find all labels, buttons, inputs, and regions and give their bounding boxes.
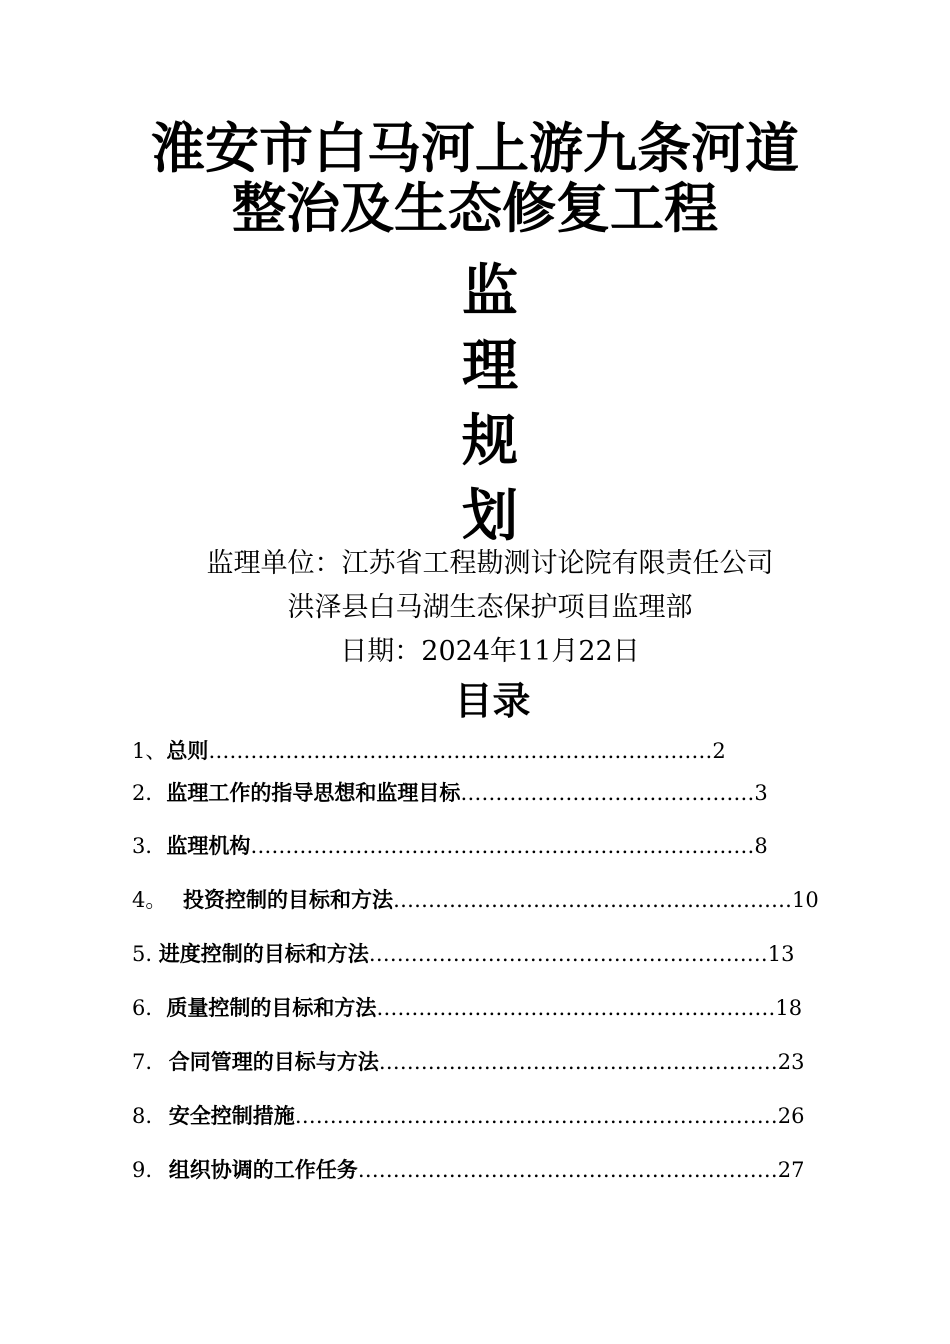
toc-item-label: 监理工作的指导思想和监理目标 [166,780,461,805]
toc-item-label: 组织协调的工作任务 [168,1157,358,1182]
toc-item-page: 13 [767,942,795,966]
toc-item-number: 8. [132,1104,159,1128]
document-type-heading [0,254,950,554]
toc-item-page: 27 [777,1158,805,1182]
supervision-unit: 监理单位：江苏省工程勘测讨论院有限责任公司 [206,548,774,579]
toc-item-number: 5. [132,942,159,966]
toc-item-label: 总则 [166,738,209,763]
heading-char-1: 监 [462,258,518,324]
toc-item-label: 投资控制的目标和方法 [183,887,394,912]
toc-item-number: 3． [132,834,167,858]
supervision-department: 洪泽县白马湖生态保护项目监理部 [287,592,693,623]
title-line-2: 整治及生态修复工程 [232,176,718,240]
toc-item-leader: ………………………………………………… [393,888,793,912]
document-info [0,542,950,674]
toc-item-label: 进度控制的目标和方法 [158,941,369,966]
document-title [0,118,950,238]
heading-char-2: 理 [462,333,518,399]
toc-item-number: 6． [132,996,167,1020]
toc-item-leader: ………………………………………………… [368,942,768,966]
toc-item-leader: …………………………………………………………… [294,1104,778,1128]
toc-item-page: 8 [754,834,768,858]
toc-item-label: 监理机构 [166,833,251,858]
toc-item-number: 9. [132,1158,159,1182]
toc-heading: 目录 [454,678,531,723]
toc-item[interactable] [132,886,819,914]
toc-item-number: 2． [132,781,167,805]
toc-item[interactable] [132,737,726,765]
toc-item-number: 7. [132,1050,159,1074]
toc-item-label: 合同管理的目标与方法 [168,1049,379,1074]
document-date: 日期：2024年11月22日 [340,636,640,667]
toc-item[interactable] [132,994,802,1022]
toc-item[interactable] [132,1048,804,1076]
heading-char-4: 划 [462,483,518,549]
toc-item[interactable] [132,1156,804,1184]
heading-char-3: 规 [462,408,518,474]
title-line-1: 淮安市白马河上游九条河道 [151,116,799,180]
toc-item-page: 2 [712,739,726,763]
toc-item-leader: …………………………………………………… [357,1158,778,1182]
toc-item[interactable] [132,779,768,807]
toc-item-label: 质量控制的目标和方法 [166,995,377,1020]
toc-item-leader: ………………………………………………… [376,996,776,1020]
toc-item-leader: ……………………………………………………………… [208,739,713,763]
toc-item-leader: ………………………………………………… [378,1050,778,1074]
toc-item-page: 3 [754,781,768,805]
toc-item-number: 4。 [132,888,174,912]
toc-item-number: 1、 [132,739,167,763]
toc-item-leader: …………………………………… [460,781,755,805]
toc-item-leader: ……………………………………………………………… [250,834,755,858]
toc-item-page: 10 [792,888,819,912]
toc-item-page: 26 [777,1104,805,1128]
toc-item[interactable] [132,1102,804,1130]
toc-item-label: 安全控制措施 [168,1103,295,1128]
toc-item[interactable] [132,832,768,860]
toc-item-page: 18 [775,996,803,1020]
toc-item[interactable] [132,940,794,968]
toc-item-page: 23 [777,1050,805,1074]
